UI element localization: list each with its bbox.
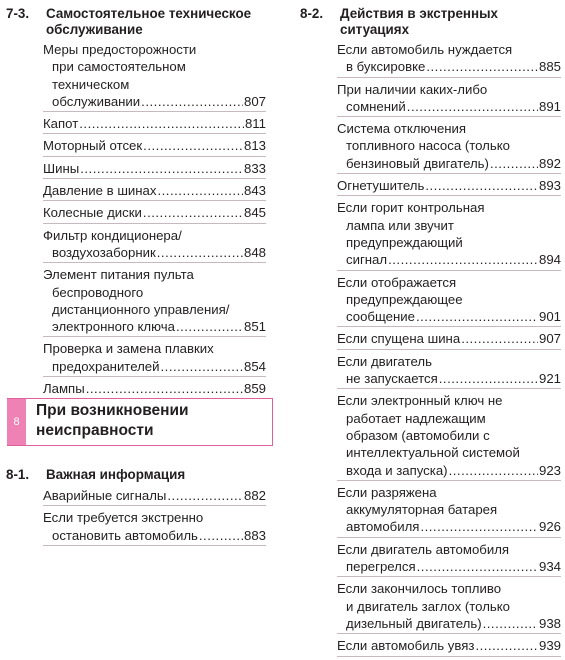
toc-entry-text: Элемент питания пульта — [43, 267, 194, 283]
toc-entry-text: работает надлежащим — [346, 410, 486, 426]
dot-leader — [388, 251, 538, 268]
toc-entry[interactable] — [43, 509, 266, 546]
right-column — [300, 0, 562, 660]
dot-leader — [420, 518, 538, 535]
toc-entry-text: аккумуляторная батарея — [346, 502, 498, 518]
page-number: 807 — [243, 93, 266, 109]
page-number: 883 — [243, 527, 266, 543]
toc-entry-text: При наличии каких-либо — [337, 81, 488, 97]
toc-entry[interactable] — [43, 227, 266, 264]
dot-leader — [167, 487, 243, 504]
dot-leader — [461, 330, 538, 347]
page-number: 907 — [538, 331, 561, 347]
toc-entry[interactable] — [337, 120, 561, 174]
dot-leader — [490, 155, 538, 172]
dot-leader — [426, 58, 538, 75]
dot-leader — [449, 462, 538, 479]
toc-entry[interactable] — [43, 380, 266, 399]
section-number: 8-2. — [300, 6, 324, 21]
toc-entry[interactable] — [337, 41, 561, 78]
toc-entry-text: Лампы — [43, 381, 85, 397]
page-number: 894 — [538, 252, 561, 268]
page-number: 926 — [538, 519, 561, 535]
toc-entry-text: сигнал — [346, 252, 388, 268]
page-number: 934 — [538, 559, 561, 575]
toc-entry-text: Шины — [43, 160, 80, 176]
dot-leader — [161, 358, 243, 375]
section-8-1-heading — [0, 467, 275, 483]
toc-entry-text: Проверка и замена плавких — [43, 341, 214, 357]
page-number: 851 — [243, 319, 266, 335]
toc-entry[interactable] — [337, 274, 561, 328]
toc-entry-text: образом (автомобили с — [346, 427, 490, 443]
toc-entry-text: Если отображается — [337, 274, 457, 290]
toc-entry-text: Капот — [43, 116, 79, 132]
page-number: 938 — [538, 615, 561, 631]
chapter-title — [36, 401, 189, 441]
dot-leader — [80, 160, 243, 177]
toc-entry-text: Система отключения — [337, 121, 467, 137]
toc-entry[interactable] — [43, 41, 266, 112]
chapter-title-line: неисправности — [36, 422, 154, 439]
toc-entry[interactable] — [43, 137, 266, 156]
section-8-2-heading — [300, 6, 562, 38]
page-number: 923 — [538, 462, 561, 478]
toc-entry-text: Если автомобиль увяз — [337, 638, 475, 654]
toc-entry-text: техническом — [52, 76, 130, 92]
dot-leader — [475, 637, 538, 654]
left-column — [0, 0, 275, 543]
toc-entry-text: Огнетушитель — [337, 178, 425, 194]
toc-entry[interactable] — [43, 340, 266, 377]
dot-leader — [425, 177, 538, 194]
section-title-line: ситуациях — [340, 22, 410, 37]
toc-entry-text: Если разряжена — [337, 484, 437, 500]
page-number: 811 — [244, 116, 266, 132]
toc-entry-text: Моторный отсек — [43, 138, 143, 154]
toc-entry-text: не запускается — [346, 371, 438, 387]
toc-entry-text: входа и запуска) — [346, 462, 448, 478]
toc-entry[interactable] — [337, 637, 561, 656]
dot-leader — [141, 93, 243, 110]
toc-entry-text: предупреждающее — [346, 291, 463, 307]
chapter-title-line: При возникновении — [36, 402, 189, 419]
toc-entry-text: предупреждающий — [346, 234, 463, 250]
dot-leader — [157, 244, 243, 261]
dot-leader — [79, 115, 244, 132]
toc-entry-text: Если закончилось топливо — [337, 581, 502, 597]
toc-entry[interactable] — [43, 487, 266, 506]
page-number: 891 — [538, 98, 561, 114]
toc-entry-text: топливного насоса (только — [346, 138, 510, 154]
toc-entry-text: Колесные диски — [43, 205, 142, 221]
section-title-line: Самостоятельное техническое — [46, 6, 252, 21]
toc-entry-text: предохранителей — [52, 358, 160, 374]
toc-entry-text: Если требуется экстренно — [43, 510, 204, 526]
dot-leader — [417, 558, 538, 575]
section-7-3-heading — [0, 6, 275, 38]
toc-entry-text: воздухозаборник — [52, 244, 156, 260]
dot-leader — [143, 204, 243, 221]
section-8-1-entries — [0, 487, 275, 549]
toc-entry-text: дизельный двигатель) — [346, 615, 482, 631]
page-number: 893 — [538, 178, 561, 194]
toc-entry[interactable] — [337, 199, 561, 270]
toc-entry[interactable] — [43, 115, 266, 134]
toc-entry-text: лампа или звучит — [346, 217, 454, 233]
toc-entry-text: Меры предосторожности — [43, 42, 197, 57]
section-title-line: Важная информация — [46, 467, 186, 482]
toc-entry-text: автомобиля — [346, 519, 420, 535]
dot-leader — [407, 98, 538, 115]
toc-entry-text: Если двигатель — [337, 353, 432, 369]
page-number: 882 — [243, 488, 266, 503]
toc-entry-text: сообщение — [346, 309, 415, 325]
toc-entry-text: электронного ключа — [52, 319, 175, 335]
section-number: 7-3. — [6, 6, 30, 21]
toc-entry[interactable] — [337, 353, 561, 390]
dot-leader — [157, 182, 243, 199]
toc-entry-text: Аварийные сигналы — [43, 488, 167, 503]
toc-entry-text: Давление в шинах — [43, 183, 157, 199]
toc-entry[interactable] — [337, 484, 561, 538]
dot-leader — [483, 615, 538, 632]
toc-entry[interactable] — [43, 204, 266, 223]
page-number: 854 — [243, 358, 266, 374]
page-number: 921 — [538, 371, 561, 387]
toc-entry-text: в буксировке — [346, 59, 426, 75]
toc-entry[interactable] — [337, 177, 561, 196]
section-8-2-entries — [300, 41, 562, 660]
dot-leader — [176, 318, 243, 335]
toc-entry-text: дистанционного управления/ — [52, 301, 230, 317]
page-number: 833 — [243, 160, 266, 176]
toc-entry[interactable] — [337, 541, 561, 578]
toc-entry-text: беспроводного — [52, 284, 144, 300]
toc-entry-text: обслуживании — [52, 93, 141, 109]
section-number: 8-1. — [6, 467, 30, 482]
toc-entry-text: бензиновый двигатель) — [346, 155, 489, 171]
page-number: 859 — [243, 381, 266, 397]
section-7-3-entries — [0, 41, 275, 402]
page-number: 892 — [538, 155, 561, 171]
toc-entry-text: сомнений — [346, 98, 406, 114]
toc-entry-text: Если электронный ключ не — [337, 393, 503, 409]
toc-entry-text: перегрелся — [346, 559, 416, 575]
chapter-8-banner — [7, 398, 273, 446]
page-number: 813 — [243, 138, 266, 154]
toc-entry-text: Если горит контрольная — [337, 200, 485, 216]
page-number: 939 — [538, 638, 561, 654]
toc-entry-text: и двигатель заглох (только — [346, 598, 511, 614]
chapter-number-tab: 8 — [7, 399, 26, 445]
section-title-line: Действия в экстренных — [340, 6, 498, 21]
toc-entry[interactable] — [43, 182, 266, 201]
toc-entry-text: интеллектуальной системой — [346, 445, 520, 461]
page-number: 848 — [243, 244, 266, 260]
toc-entry[interactable] — [43, 160, 266, 179]
toc-entry-text: Если автомобиль нуждается — [337, 42, 513, 57]
toc-entry-text: Если спущена шина — [337, 331, 461, 347]
section-title-line: обслуживание — [46, 22, 143, 37]
toc-entry[interactable] — [337, 392, 561, 480]
toc-entry[interactable] — [43, 266, 266, 337]
page-number: 885 — [538, 59, 561, 75]
toc-entry-text: Если двигатель автомобиля — [337, 541, 510, 557]
dot-leader — [199, 527, 243, 544]
dot-leader — [143, 137, 243, 154]
dot-leader — [86, 380, 243, 397]
toc-entry-text: Фильтр кондиционера/ — [43, 227, 182, 243]
toc-entry-text: при самостоятельном — [52, 59, 186, 75]
toc-entry-text: остановить автомобиль — [52, 527, 198, 543]
page-number: 843 — [243, 183, 266, 199]
toc-entry[interactable] — [337, 81, 561, 118]
toc-entry[interactable] — [337, 580, 561, 634]
dot-leader — [439, 370, 538, 387]
toc-entry[interactable] — [337, 330, 561, 349]
page-number: 901 — [538, 309, 561, 325]
page-number: 845 — [243, 205, 266, 221]
dot-leader — [416, 308, 538, 325]
